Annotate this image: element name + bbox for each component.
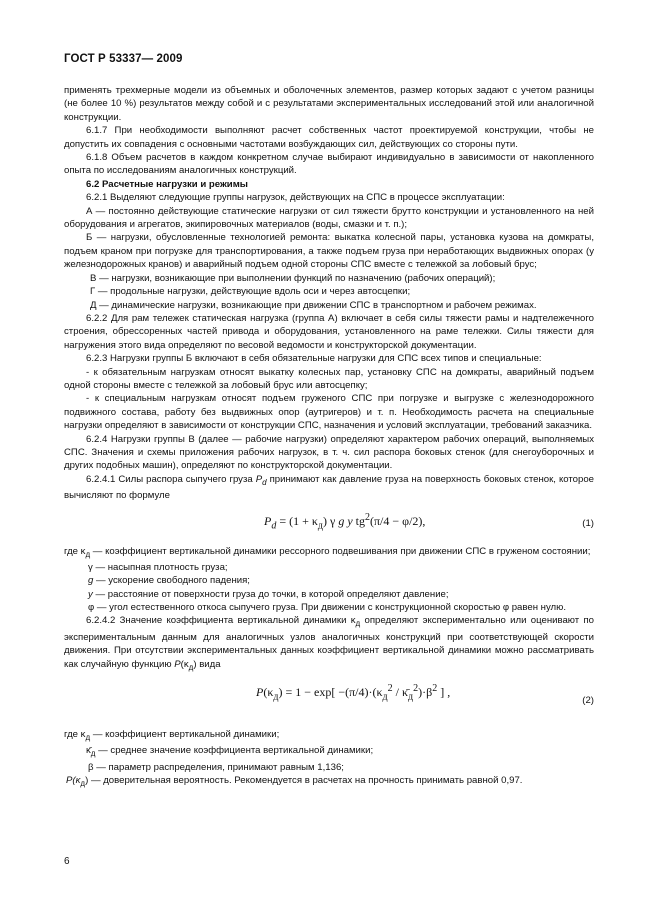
paragraph: Г — продольные нагрузки, действующие вдоль оси и через автосцепки; — [90, 286, 411, 298]
paragraph: применять трехмерные модели из объемных и оболочечных элементов, размер которых задают с учетом разницы (не более 10 %) результатов между собой и с результатами экспериментальных исследований этой или аналогичной конструкции. — [64, 85, 594, 123]
paragraph: Д — динамические нагрузки, возникающие при движении СПС в транспортном и рабочем режимах. — [90, 299, 537, 311]
page-number: 6 — [64, 856, 70, 867]
paragraph: 6.2.4 Нагрузки группы В (далее — рабочие нагрузки) определяют характером рабочих операций, выполняемых СПС. Значения и схемы приложения рабочих нагрузок, в т. ч. сил распора боковых стенок (для снегоуборочных и других подобных машин), определяют по конструкторской документации. — [64, 433, 594, 472]
formula-1 — [64, 509, 594, 539]
formula-1-body: $P_d = (1 + \kappa_д)$ γ g y $tg^2(\pi/4 - \varphi/2)$, — [264, 511, 426, 531]
paragraph: 6.2.4.2 Значение коэффициента вертикальной динамики $\kappa_д$ определяют экспериментально или оценивают по экспериментальным данным для аналогичных узлов аналогичных конструкций при соответствующей скорости движения. При отсутствии экспериментальных данных коэффициент вертикальной динамики можно рассматривать как случайную функцию $P(\kappa_д)$ вида — [64, 615, 594, 672]
where-item: y — расстояние от поверхности груза до точки, в которой определяют давление; — [88, 588, 449, 600]
where-item: $\kappā_д$ — среднее значение коэффициента вертикальной динамики; — [86, 745, 374, 759]
section-heading: 6.2 Расчетные нагрузки и режимы — [86, 178, 248, 190]
paragraph: 6.2.1 Выделяют следующие группы нагрузок, действующих на СПС в процессе эксплуатации: — [86, 192, 505, 204]
where-clause: где $\kappa_д$ — коэффициент вертикальной динамики рессорного подвешивания при движении СПС в груженом состоянии; — [64, 545, 591, 559]
paragraph: 6.2.3 Нагрузки группы Б включают в себя обязательные нагрузки для СПС всех типов и специальные: — [86, 353, 542, 365]
paragraph: 6.1.8 Объем расчетов в каждом конкретном случае выбирают индивидуально в зависимости от накопленного опыта по исследованиям аналогичных конструкций. — [64, 152, 594, 177]
paragraph: Б — нагрузки, обусловленные технологией ремонта: выкатка колесной пары, установка кузова на домкраты, подъем краном при погрузке для транспортирования, а также подъем груза при неработающих выдвижных опорах (у железнодорожных кранов) и аварийный подъем одной стороны СПС вместе с тележкой за лобовый брус; — [64, 232, 594, 271]
paragraph-part: принимают как давление груза на поверхность боковых стенок, которое вычисляют по формуле — [64, 473, 595, 502]
paragraph: А — постоянно действующие статические нагрузки от сил тяжести брутто конструкции и установленного на ней оборудования и агрегатов, экипировочных материалов (воды, смазки и т. п.); — [64, 205, 594, 231]
formula-1-number: (1) — [582, 517, 594, 529]
document-header: ГОСТ Р 53337— 2009 — [64, 53, 183, 65]
paragraph: В — нагрузки, возникающие при выполнении функций по назначению (рабочих операций); — [90, 272, 496, 284]
paragraph — [64, 473, 594, 503]
where-item: γ — насыпная плотность груза; — [88, 561, 228, 573]
where-clause: где $\kappa_д$ — коэффициент вертикальной динамики; — [64, 728, 280, 742]
symbol-pd: $P_d$ — [255, 473, 267, 487]
formula-2 — [64, 680, 594, 720]
where-item: g — ускорение свободного падения; — [88, 575, 250, 587]
paragraph: 6.1.7 При необходимости выполняют расчет собственных частот проектируемой конструкции, чтобы не допустить их совпадения с основными частотами возбуждающих сил, действующих со стороны пути. — [64, 125, 594, 150]
formula-2-body: $P(\kappa_д) = 1 - \exp[ -(\pi/4)\cdot(\kappa_д^2$ / $\kappā_д^2)\cdot\beta^2$ ] , — [256, 682, 451, 703]
where-item: β — параметр распределения, принимают равным 1,136; — [88, 761, 344, 773]
where-item: φ — угол естественного откоса сыпучего груза. При движении с конструкционной скоростью φ равен нулю. — [88, 602, 567, 614]
paragraph: 6.2.2 Для рам тележек статическая нагрузка (группа А) включает в себя силы тяжести рамы и надтележечного строения, обрессоренных частей привода и оборудования, установленного на раме тележки. Силы тяжести для нагружения этого вида определяют по весовой ведомости и конструкторской документации. — [64, 312, 594, 351]
paragraph: - к обязательным нагрузкам относят выкатку колесных пар, установку СПС на домкраты, аварийный подъем одной стороны вместе с тележкой за лобовый брус или автосцепку; — [64, 366, 594, 391]
paragraph-part: 6.2.4.1 Силы распора сыпучего груза — [86, 473, 253, 485]
where-item: $P(\kappa_д)$ — доверительная вероятность. Рекомендуется в расчетах на прочность принимать равной 0,97. — [66, 774, 523, 788]
paragraph: - к специальным нагрузкам относят подъем груженого СПС при погрузке и выгрузке с железнодорожного подвижного состава, работу без выдвижных опор (аутригеров) и т. п. Необходимость расчета на специальные нагрузки определяют в зависимости от конструкции СПС, назначения и условий эксплуатации, требований заказчика. — [64, 393, 594, 432]
body-text — [64, 84, 594, 790]
formula-2-number: (2) — [582, 694, 594, 706]
